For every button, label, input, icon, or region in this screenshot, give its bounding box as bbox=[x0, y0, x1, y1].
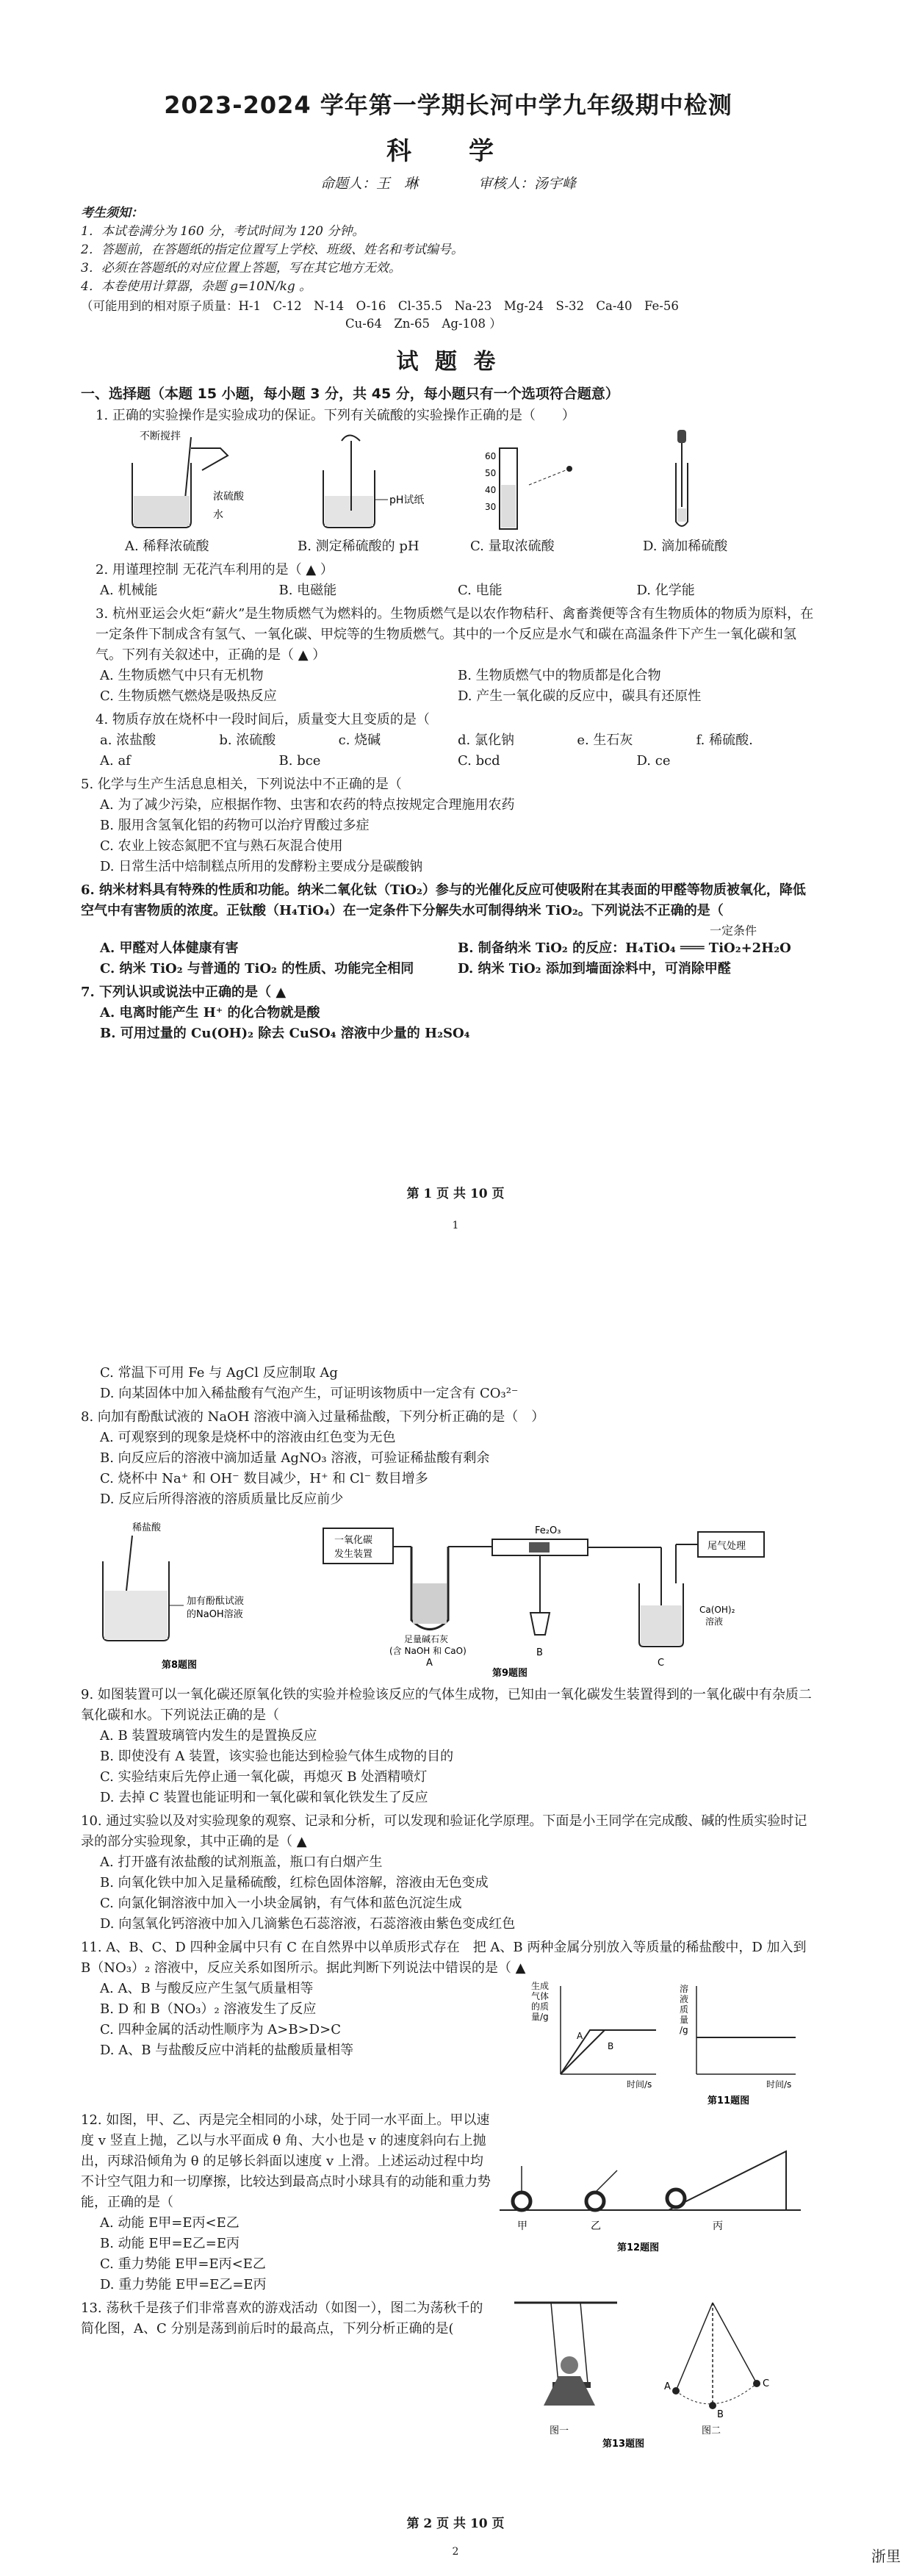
question-6-options-row-2 bbox=[81, 959, 815, 979]
question-13-text bbox=[81, 2295, 492, 2450]
option: A. B 装置玻璃管内发生的是置换反应 bbox=[100, 1728, 317, 1744]
candidate-notes bbox=[81, 204, 815, 296]
question-7-options-cont bbox=[81, 1363, 815, 1404]
fig12-label-bing: 丙 bbox=[713, 2220, 723, 2232]
page-2-number: 2 bbox=[452, 2546, 459, 2558]
question-10-options bbox=[81, 1852, 815, 1935]
option: A. 打开盛有浓盐酸的试剂瓶盖，瓶口有白烟产生 bbox=[100, 1854, 383, 1870]
question-13-block bbox=[81, 2295, 815, 2450]
option: D. 化学能 bbox=[636, 583, 695, 598]
question-13-stem: 13. 荡秋千是孩子们非常喜欢的游戏活动（如图一），图二为荡秋千的简化图，A、C 分别是荡到前后时的最高点，下列分析正确的是( bbox=[81, 2300, 483, 2336]
cylinder-diagram bbox=[485, 448, 572, 529]
fig11-ylabel-r3: 质 bbox=[679, 2004, 688, 2015]
fig13-label-b: B bbox=[717, 2409, 724, 2420]
fig9-caption: 第9题图 bbox=[492, 1668, 528, 1679]
beaker-dilution-diagram bbox=[132, 430, 245, 528]
fig-label-ph-paper: pH试纸 bbox=[389, 494, 425, 506]
question-2-stem: 2. 用谨理控制 无花汽车利用的是（ ▲ ） bbox=[96, 562, 334, 578]
note-item: 3．必须在答题纸的对应位置上答题，写在其它地方无效。 bbox=[81, 261, 401, 276]
fig13-label-c: C bbox=[763, 2378, 770, 2389]
option: C. 向氯化铜溶液中加入一小块金属钠，有气体和蓝色沉淀生成 bbox=[100, 1896, 462, 1911]
substance-item: d. 氯化钠 bbox=[457, 733, 514, 748]
reviewer: 审核人：汤宇峰 bbox=[478, 176, 577, 192]
fig11-ylabel-r2: 液 bbox=[679, 1994, 688, 2004]
atomic-masses bbox=[81, 298, 815, 333]
fig8-caption: 第8题图 bbox=[162, 1660, 198, 1671]
fig12-label-jia: 甲 bbox=[517, 2220, 527, 2232]
question-1-figure bbox=[81, 426, 815, 536]
question-9-stem: 9. 如图装置可以一氧化碳还原氧化铁的实验并检验该反应的气体生成物，已知由一氧化碳发生装置得到的一氧化碳中有杂质二氧化碳和水。下列说法正确的是（ bbox=[81, 1687, 812, 1723]
note-item: 4．本卷使用计算器，杂题 g=10N/kg 。 bbox=[81, 279, 312, 294]
exam-title: 2023-2024 学年第一学期长河中学九年级期中检测 bbox=[164, 91, 732, 119]
fig9-label-b: B bbox=[536, 1647, 543, 1658]
option: A. 稀释浓硫酸 bbox=[125, 539, 209, 554]
fig11-ylabel-3: 的质 bbox=[530, 2001, 549, 2012]
fig-label-tick-40: 40 bbox=[485, 485, 497, 495]
page-2 bbox=[0, 1264, 911, 2576]
substance-item: f. 稀硫酸. bbox=[696, 733, 753, 748]
option: B. 生物质燃气中的物质都是化合物 bbox=[458, 668, 661, 683]
option: B. 向反应后的溶液中滴加适量 AgNO₃ 溶液，可验证稀盐酸有剩余 bbox=[100, 1450, 490, 1466]
page-2-footer: 第 2 页 共 10 页 bbox=[406, 2516, 505, 2531]
fig9-label-a: A bbox=[426, 1658, 433, 1669]
option: D. 反应后所得溶液的溶质质量比反应前少 bbox=[100, 1492, 344, 1507]
part-1-heading: 一、选择题（本题 15 小题，每小题 3 分，共 45 分，每小题只有一个选项符合题意） bbox=[81, 386, 619, 402]
option: B. 电磁能 bbox=[278, 583, 337, 598]
atomic-masses-line-1: （可能用到的相对原子质量：H-1 C-12 N-14 O-16 Cl-35.5 Na-23 Mg-24 S-32 Ca-40 Fe-56 bbox=[81, 299, 679, 313]
question-11-stem: 11. A、B、C、D 四种金属中只有 C 在自然界中以单质形式存在 把 A、B 两种金属分别放入等质量的稀盐酸中，D 加入到 B（NO₃）₂ 溶液中，反应关系如图所示。据此判断下列说法中错误的是（ ▲ bbox=[81, 1940, 807, 1976]
option: D. 向某固体中加入稀盐酸有气泡产生，可证明该物质中一定含有 CO₃²⁻ bbox=[100, 1386, 519, 1401]
substance-item: a. 浓盐酸 bbox=[100, 733, 156, 748]
option: B. D 和 B（NO₃）₂ 溶液发生了反应 bbox=[100, 2001, 317, 2017]
ph-test-diagram bbox=[323, 436, 424, 528]
question-1-stem: 1. 正确的实验操作是实验成功的保证。下列有关硫酸的实验操作正确的是（ ） bbox=[96, 408, 575, 423]
question-2-options bbox=[81, 580, 815, 601]
page-2-content bbox=[81, 1363, 815, 2450]
fig9-label-c: C bbox=[658, 1658, 665, 1669]
notes-heading: 考生须知： bbox=[81, 206, 143, 220]
fig-label-tick-60: 60 bbox=[485, 451, 497, 461]
fig8-label-indicator: 加有酚酞试液 bbox=[187, 1596, 245, 1607]
option: D. 日常生活中焙制糕点所用的发酵粉主要成分是碳酸钠 bbox=[100, 859, 423, 874]
figure-8 bbox=[103, 1522, 244, 1671]
question-4-options bbox=[81, 751, 815, 771]
page-1-number: 1 bbox=[452, 1220, 459, 1231]
option: A. af bbox=[100, 753, 131, 769]
question-12-stem: 12. 如图，甲、乙、丙是完全相同的小球，处于同一水平面上。甲以速度 v 竖直上抛，乙以与水平面成 θ 角、大小也是 v 的速度斜向右上抛出，丙球沿倾角为 θ 的足够长斜面以速度 v 上滑。上述运动过程中均不计空气阻力和一切摩擦，比较达到最高点时小球具有的动能和重力势能，正确的是（ bbox=[81, 2112, 491, 2210]
question-8-stem: 8. 向加有酚酞试液的 NaOH 溶液中滴入过量稀盐酸，下列分析正确的是（ ） bbox=[81, 1409, 545, 1425]
option: B. bce bbox=[278, 753, 321, 769]
fig-label-stir: 不断搅拌 bbox=[140, 431, 181, 442]
question-12-text bbox=[81, 2107, 492, 2295]
substance-item: b. 浓硫酸 bbox=[219, 733, 276, 748]
question-4-stem: 4. 物质存放在烧杯中一段时间后，质量变大且变质的是（ bbox=[96, 712, 430, 727]
question-10-stem: 10. 通过实验以及对实验现象的观察、记录和分析，可以发现和验证化学原理。下面是小王同学在完成酸、碱的性质实验时记录的部分实验现象，其中正确的是（ ▲ bbox=[81, 1813, 807, 1849]
question-5-options bbox=[81, 795, 815, 877]
option: D. 重力势能 E甲=E乙=E丙 bbox=[100, 2277, 267, 2292]
option: B. 测定稀硫酸的 pH bbox=[298, 539, 420, 554]
page-1-content bbox=[81, 0, 815, 1044]
option: A. 电离时能产生 H⁺ 的化合物就是酸 bbox=[100, 1005, 320, 1021]
fig9-label-soda-lime-2: (含 NaOH 和 CaO) bbox=[389, 1646, 467, 1656]
figure-11 bbox=[509, 1979, 815, 2107]
fig13-label-a: A bbox=[664, 2381, 671, 2392]
author: 命题人：王 琳 bbox=[320, 176, 418, 192]
option: B. 可用过量的 Cu(OH)₂ 除去 CuSO₄ 溶液中少量的 H₂SO₄ bbox=[100, 1026, 470, 1041]
fig13-caption: 第13题图 bbox=[602, 2439, 645, 2450]
option: A. A、B 与酸反应产生氢气质量相等 bbox=[100, 1981, 314, 1996]
question-12-options bbox=[81, 2213, 492, 2295]
dropper-diagram bbox=[676, 430, 688, 526]
fig11-caption: 第11题图 bbox=[707, 2095, 749, 2107]
option: B. 动能 E甲=E乙=E丙 bbox=[100, 2236, 240, 2251]
fig9-label-fe2o3: Fe₂O₃ bbox=[535, 1525, 561, 1536]
option: D. ce bbox=[636, 753, 671, 769]
option: B. 即使没有 A 装置，该实验也能达到检验气体生成物的目的 bbox=[100, 1749, 454, 1764]
fig9-label-tail-gas: 尾气处理 bbox=[707, 1541, 746, 1552]
option: C. 农业上铵态氮肥不宜与熟石灰混合使用 bbox=[100, 838, 343, 854]
option: C. bcd bbox=[458, 753, 500, 769]
option: D. 滴加稀硫酸 bbox=[643, 539, 728, 554]
question-11-options bbox=[81, 1979, 509, 2107]
page-1-footer: 第 1 页 共 10 页 bbox=[406, 1187, 505, 1201]
option: B. 向氧化铁中加入足量稀硫酸，红棕色固体溶解，溶液由无色变成 bbox=[100, 1875, 489, 1890]
fig11-xlabel-left: 时间/s bbox=[626, 2079, 652, 2090]
fig11-ylabel-4: 量/g bbox=[530, 2012, 549, 2022]
fig11-ylabel-r5: /g bbox=[679, 2025, 688, 2035]
question-6-options-row-1 bbox=[81, 938, 815, 959]
section-title: 试 题 卷 bbox=[396, 349, 500, 375]
option: C. 生物质燃气燃烧是吸热反应 bbox=[100, 688, 277, 704]
question-4-items bbox=[81, 730, 815, 751]
question-1-options bbox=[81, 536, 815, 557]
reaction-condition: 一定条件 bbox=[709, 924, 757, 938]
figure-9 bbox=[323, 1525, 764, 1679]
option: C. 重力势能 E甲=E丙<E乙 bbox=[100, 2256, 266, 2272]
option: C. 常温下可用 Fe 与 AgCl 反应制取 Ag bbox=[100, 1365, 338, 1381]
option: A. 为了减少污染，应根据作物、虫害和农药的特点按规定合理施用农药 bbox=[100, 797, 515, 813]
figure-12 bbox=[492, 2107, 808, 2276]
question-5-stem: 5. 化学与生产生活息息相关，下列说法中不正确的是（ bbox=[81, 777, 402, 792]
option: C. 纳米 TiO₂ 与普通的 TiO₂ 的性质、功能完全相同 bbox=[100, 961, 414, 976]
question-6-stem: 6. 纳米材料具有特殊的性质和功能。纳米二氧化钛（TiO₂）参与的光催化反应可使吸附在其表面的甲醛等物质被氧化，降低空气中有害物质的浓度。正钛酸（H₄TiO₄）在一定条件下分解失水可制得纳米 TiO₂。下列说法不正确的是（ bbox=[81, 882, 806, 918]
fig11-ylabel-r1: 溶 bbox=[679, 1984, 688, 1994]
option: B. 制备纳米 TiO₂ 的反应：H₄TiO₄ ═══ TiO₂+2H₂O bbox=[458, 940, 791, 956]
question-1-apparatus bbox=[81, 426, 815, 536]
fig13-label-fig2: 图二 bbox=[702, 2425, 721, 2436]
fig9-label-co: 一氧化碳 bbox=[334, 1535, 373, 1546]
note-item: 2．答题前，在答题纸的指定位置写上学校、班级、姓名和考试编号。 bbox=[81, 242, 464, 257]
fig9-label-generator: 发生装置 bbox=[334, 1549, 373, 1560]
fig-label-tick-50: 50 bbox=[485, 468, 497, 478]
subject-title: 科 学 bbox=[386, 137, 510, 166]
option: A. 动能 E甲=E丙<E乙 bbox=[100, 2215, 240, 2231]
option: D. 向氢氧化钙溶液中加入几滴紫色石蕊溶液，石蕊溶液由紫色变成红色 bbox=[100, 1916, 516, 1932]
page-1 bbox=[0, 0, 911, 1264]
fig-label-conc-acid: 浓硫酸 bbox=[213, 491, 244, 503]
option: A. 机械能 bbox=[100, 583, 158, 598]
fig9-label-soda-lime: 足量碱石灰 bbox=[404, 1634, 449, 1644]
fig11-xlabel-right: 时间/s bbox=[766, 2079, 791, 2090]
fig-label-water: 水 bbox=[213, 509, 223, 521]
option: C. 电能 bbox=[458, 583, 503, 598]
question-12-block bbox=[81, 2107, 815, 2295]
question-3-options-row-2 bbox=[81, 686, 815, 707]
fig12-label-yi: 乙 bbox=[591, 2220, 601, 2232]
option: C. 量取浓硫酸 bbox=[470, 539, 555, 554]
fig9-label-solution: 溶液 bbox=[705, 1616, 724, 1627]
note-item: 1．本试卷满分为 160 分，考试时间为 120 分钟。 bbox=[81, 224, 365, 239]
atomic-masses-line-2: Cu-64 Zn-65 Ag-108 ） bbox=[345, 317, 502, 331]
fig8-label-naoh: 的NaOH溶液 bbox=[187, 1609, 243, 1620]
figures-8-9 bbox=[81, 1510, 815, 1679]
fig11-ylabel-1: 生成 bbox=[530, 1981, 549, 1991]
fig8-label-hcl: 稀盐酸 bbox=[132, 1522, 162, 1533]
fig11-ylabel-r4: 量 bbox=[679, 2015, 688, 2025]
question-11-block bbox=[81, 1979, 815, 2107]
substance-item: c. 烧碱 bbox=[338, 733, 381, 748]
option: C. 实验结束后先停止通一氧化碳，再熄灭 B 处酒精喷灯 bbox=[100, 1769, 428, 1785]
option: D. 产生一氧化碳的反应中，碳具有还原性 bbox=[458, 688, 702, 704]
question-3-stem: 3. 杭州亚运会火炬“薪火”是生物质燃气为燃料的。生物质燃气是以农作物秸秆、禽畜粪便等含有生物质体的物质为原料，在一定条件下制成含有氢气、一氧化碳、甲烷等的生物质燃气。其中的一个反应是水气和碳在高温条件下产生一氧化碳和氢气。下列有关叙述中，正确的是（ ▲ ） bbox=[96, 606, 814, 663]
exam-authors bbox=[81, 173, 815, 193]
option: D. A、B 与盐酸反应中消耗的盐酸质量相等 bbox=[100, 2043, 354, 2058]
option: A. 甲醛对人体健康有害 bbox=[100, 940, 239, 956]
watermark: 浙里 bbox=[871, 2547, 901, 2565]
option: A. 可观察到的现象是烧杯中的溶液由红色变为无色 bbox=[100, 1430, 396, 1445]
option: D. 去掉 C 装置也能证明和一氧化碳和氧化铁发生了反应 bbox=[100, 1790, 428, 1805]
fig-label-tick-30: 30 bbox=[485, 502, 497, 512]
question-3-options-row-1 bbox=[81, 666, 815, 686]
option: B. 服用含氢氧化铝的药物可以治疗胃酸过多症 bbox=[100, 818, 370, 833]
fig11-ylabel-2: 气体 bbox=[530, 1991, 549, 2001]
option: D. 纳米 TiO₂ 添加到墙面涂料中，可消除甲醛 bbox=[458, 961, 731, 976]
question-8-options bbox=[81, 1428, 815, 1510]
question-7-options bbox=[81, 1003, 815, 1044]
fig9-label-limewater: Ca(OH)₂ bbox=[699, 1605, 735, 1615]
fig11-series-b: B bbox=[607, 2041, 613, 2051]
option: A. 生物质燃气中只有无机物 bbox=[100, 668, 264, 683]
question-9-options bbox=[81, 1726, 815, 1808]
fig13-label-fig1: 图一 bbox=[550, 2425, 569, 2436]
option: C. 四种金属的活动性顺序为 A>B>D>C bbox=[100, 2022, 341, 2037]
option: C. 烧杯中 Na⁺ 和 OH⁻ 数目减少，H⁺ 和 Cl⁻ 数目增多 bbox=[100, 1471, 428, 1486]
fig11-series-a: A bbox=[576, 2031, 583, 2041]
substance-item: e. 生石灰 bbox=[577, 733, 633, 748]
fig12-caption: 第12题图 bbox=[617, 2242, 660, 2253]
figure-13 bbox=[492, 2295, 808, 2450]
question-7-stem: 7. 下列认识或说法中正确的是（ ▲ bbox=[81, 985, 287, 1000]
